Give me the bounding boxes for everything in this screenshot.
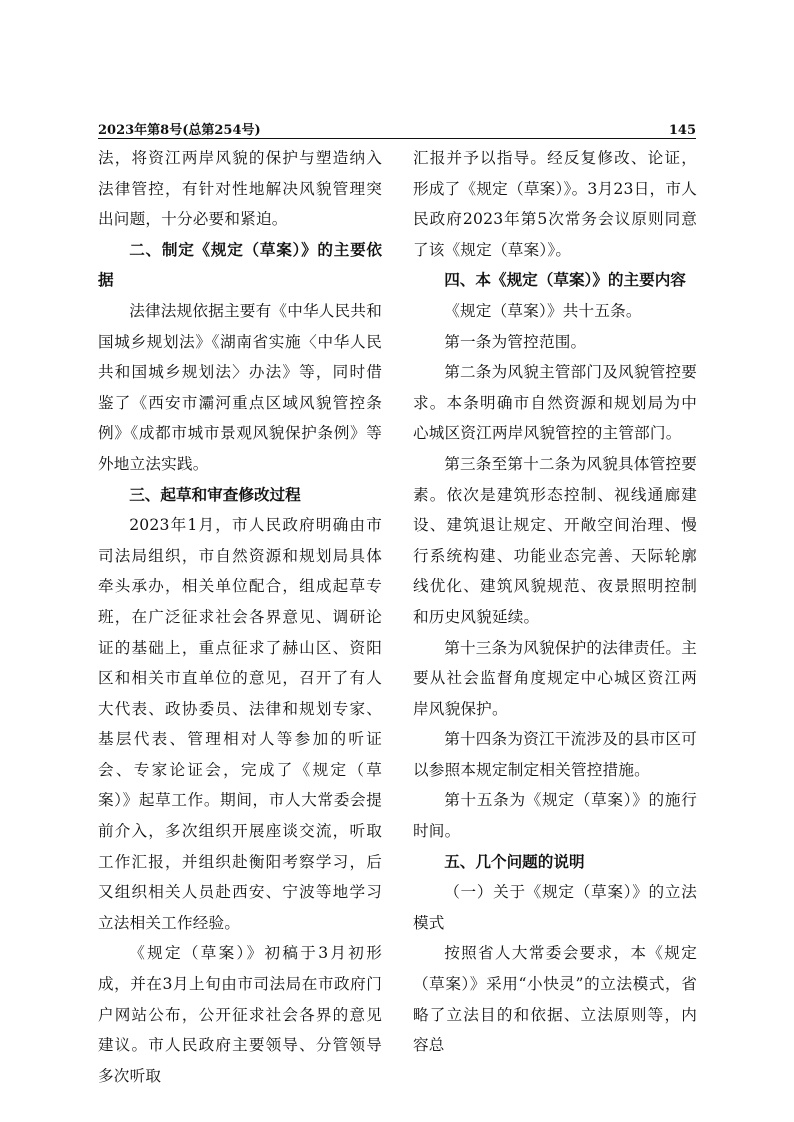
paragraph: 第十三条为风貌保护的法律责任。主要从社会监督角度规定中心城区资江两岸风貌保护。 bbox=[413, 638, 697, 718]
paragraph: 法，将资江两岸风貌的保护与塑造纳入法律管控，有针对性地解决风貌管理突出问题，十分必要和紧迫。 bbox=[98, 149, 382, 229]
running-header bbox=[98, 116, 696, 138]
paragraph: 第三条至第十二条为风貌具体管控要素。依次是建筑形态控制、视线通廊建设、建筑退让规定、开敞空间治理、慢行系统构建、功能业态完善、天际轮廓线优化、建筑风貌规范、夜景照明控制和历史风貌延续。 bbox=[413, 454, 697, 626]
paragraph: 第二条为风貌主管部门及风貌管控要求。本条明确市自然资源和规划局为中心城区资江两岸风貌管控的主管部门。 bbox=[413, 363, 697, 443]
paragraph: 第十五条为《规定（草案）》的施行时间。 bbox=[413, 791, 697, 841]
paragraph: 法律法规依据主要有《中华人民共和国城乡规划法》《湖南省实施〈中华人民共和国城乡规划法〉办法》等，同时借鉴了《西安市灞河重点区域风貌管控条例》《成都市城市景观风貌保护条例》等外地立法实践。 bbox=[98, 301, 382, 473]
page-number: 145 bbox=[668, 123, 696, 138]
section-heading: 三、起草和审查修改过程 bbox=[129, 484, 301, 504]
paragraph: 《规定（草案）》初稿于3月初形成，并在3月上旬由市司法局在市政府门户网站公布，公开征求社会各界的意见建议。市人民政府主要领导、分管领导多次听取 bbox=[98, 944, 382, 1085]
paragraph: 按照省人大常委会要求，本《规定（草案）》采用“小快灵”的立法模式，省略了立法目的和依据、立法原则等，内容总 bbox=[413, 944, 697, 1055]
paragraph: 第一条为管控范围。 bbox=[444, 332, 587, 351]
section-heading: 二、制定《规定（草案）》的主要依据 bbox=[98, 239, 382, 290]
section-heading: 四、本《规定（草案）》的主要内容 bbox=[444, 270, 686, 290]
paragraph: （一）关于《规定（草案）》的立法模式 bbox=[413, 883, 697, 932]
left-column bbox=[98, 143, 382, 1091]
right-column bbox=[413, 143, 697, 1061]
header-rule bbox=[98, 138, 696, 139]
paragraph: 汇报并予以指导。经反复修改、论证，形成了《规定（草案）》。3月23日，市人民政府2023年第5次常务会议原则同意了该《规定（草案）》。 bbox=[413, 149, 697, 259]
paragraph: 《规定（草案）》共十五条。 bbox=[444, 301, 642, 320]
section-heading: 五、几个问题的说明 bbox=[444, 851, 585, 871]
paragraph: 第十四条为资江干流涉及的县市区可以参照本规定制定相关管控措施。 bbox=[413, 730, 697, 779]
issue-label: 2023年第8号(总第254号) bbox=[98, 123, 261, 138]
paragraph: 2023年1月，市人民政府明确由市司法局组织，市自然资源和规划局具体牵头承办，相关单位配合，组成起草专班，在广泛征求社会各界意见、调研论证的基础上，重点征求了赫山区、资阳区和相关市直单位的意见，召开了有人大代表、政协委员、法律和规划专家、基层代表、管理相对人等参加的听证会、专家论证会，完成了《规定（草案）》起草工作。期间，市人大常委会提前介入，多次组织开展座谈交流，听取工作汇报，并组织赴衡阳考察学习，后又组织相关人员赴西安、宁波等地学习立法相关工作经验。 bbox=[98, 516, 382, 932]
